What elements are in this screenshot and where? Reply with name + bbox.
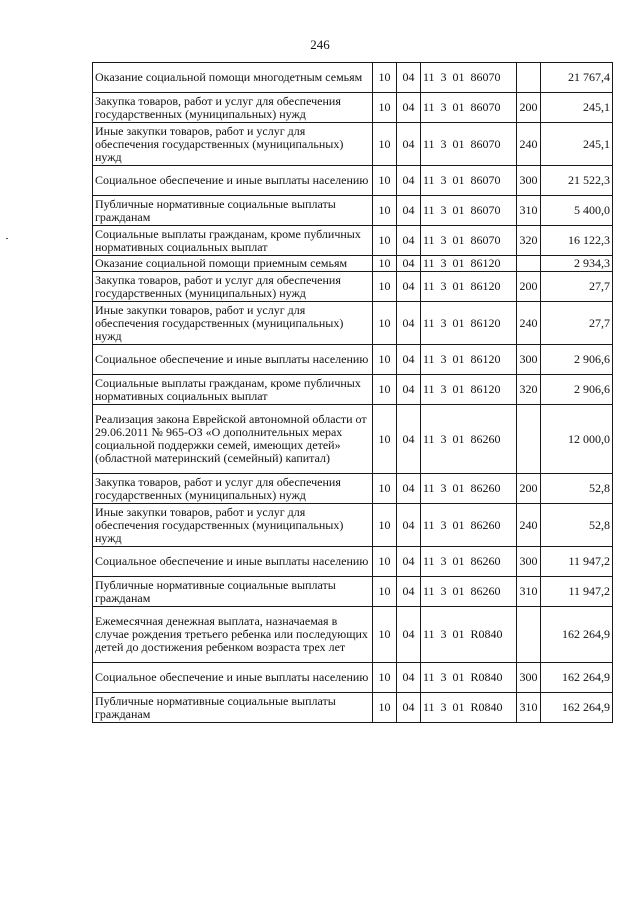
row-target-code: 11 3 01 R0840 — [421, 607, 517, 663]
row-expense-type: 240 — [517, 302, 541, 345]
row-podrazdel: 04 — [397, 504, 421, 547]
row-expense-type: 310 — [517, 577, 541, 607]
table-row — [93, 405, 613, 474]
row-name: Закупка товаров, работ и услуг для обеспечения государственных (муниципальных) нужд — [93, 93, 373, 123]
row-razdel: 10 — [373, 302, 397, 345]
row-expense-type — [517, 256, 541, 272]
row-name: Закупка товаров, работ и услуг для обеспечения государственных (муниципальных) нужд — [93, 474, 373, 504]
budget-table — [92, 62, 613, 723]
row-expense-type — [517, 405, 541, 474]
row-razdel: 10 — [373, 256, 397, 272]
row-amount: 11 947,2 — [541, 547, 613, 577]
row-expense-type: 310 — [517, 196, 541, 226]
row-expense-type: 320 — [517, 375, 541, 405]
table-row — [93, 166, 613, 196]
row-expense-type — [517, 607, 541, 663]
row-name: Социальные выплаты гражданам, кроме публичных нормативных социальных выплат — [93, 375, 373, 405]
row-amount: 245,1 — [541, 123, 613, 166]
row-name: Социальное обеспечение и иные выплаты населению — [93, 345, 373, 375]
row-amount: 52,8 — [541, 504, 613, 547]
row-podrazdel: 04 — [397, 547, 421, 577]
row-name: Закупка товаров, работ и услуг для обеспечения государственных (муниципальных) нужд — [93, 272, 373, 302]
row-expense-type: 310 — [517, 693, 541, 723]
row-amount: 5 400,0 — [541, 196, 613, 226]
row-podrazdel: 04 — [397, 166, 421, 196]
row-name: Публичные нормативные социальные выплаты гражданам — [93, 196, 373, 226]
row-name: Иные закупки товаров, работ и услуг для обеспечения государственных (муниципальных) нужд — [93, 504, 373, 547]
table-row — [93, 93, 613, 123]
row-expense-type: 320 — [517, 226, 541, 256]
row-target-code: 11 3 01 86120 — [421, 375, 517, 405]
row-target-code: 11 3 01 86120 — [421, 302, 517, 345]
row-target-code: 11 3 01 86120 — [421, 345, 517, 375]
row-name: Оказание социальной помощи приемным семьям — [93, 256, 373, 272]
row-podrazdel: 04 — [397, 93, 421, 123]
row-amount: 162 264,9 — [541, 693, 613, 723]
row-razdel: 10 — [373, 93, 397, 123]
row-name: Иные закупки товаров, работ и услуг для обеспечения государственных (муниципальных) нужд — [93, 302, 373, 345]
table-row — [93, 577, 613, 607]
page-number: 246 — [310, 37, 330, 52]
row-target-code: 11 3 01 86120 — [421, 256, 517, 272]
table-row — [93, 693, 613, 723]
row-name: Социальные выплаты гражданам, кроме публичных нормативных социальных выплат — [93, 226, 373, 256]
row-amount: 16 122,3 — [541, 226, 613, 256]
row-target-code: 11 3 01 86260 — [421, 577, 517, 607]
row-target-code: 11 3 01 86070 — [421, 226, 517, 256]
table-row — [93, 607, 613, 663]
row-name: Иные закупки товаров, работ и услуг для обеспечения государственных (муниципальных) нужд — [93, 123, 373, 166]
row-target-code: 11 3 01 86260 — [421, 547, 517, 577]
row-expense-type: 240 — [517, 504, 541, 547]
row-razdel: 10 — [373, 63, 397, 93]
row-podrazdel: 04 — [397, 375, 421, 405]
row-razdel: 10 — [373, 272, 397, 302]
row-name: Социальное обеспечение и иные выплаты населению — [93, 547, 373, 577]
row-amount: 2 906,6 — [541, 345, 613, 375]
table-row — [93, 272, 613, 302]
row-expense-type: 300 — [517, 345, 541, 375]
scan-speck — [6, 238, 8, 239]
row-podrazdel: 04 — [397, 196, 421, 226]
row-amount: 52,8 — [541, 474, 613, 504]
table-row — [93, 196, 613, 226]
row-razdel: 10 — [373, 504, 397, 547]
row-amount: 21 767,4 — [541, 63, 613, 93]
row-amount: 162 264,9 — [541, 663, 613, 693]
row-razdel: 10 — [373, 577, 397, 607]
row-target-code: 11 3 01 86070 — [421, 93, 517, 123]
row-podrazdel: 04 — [397, 226, 421, 256]
row-amount: 2 934,3 — [541, 256, 613, 272]
row-amount: 162 264,9 — [541, 607, 613, 663]
row-podrazdel: 04 — [397, 693, 421, 723]
row-razdel: 10 — [373, 474, 397, 504]
row-expense-type: 200 — [517, 474, 541, 504]
row-name: Публичные нормативные социальные выплаты гражданам — [93, 693, 373, 723]
row-target-code: 11 3 01 86070 — [421, 123, 517, 166]
row-target-code: 11 3 01 86070 — [421, 63, 517, 93]
table-row — [93, 123, 613, 166]
row-name: Реализация закона Еврейской автономной области от 29.06.2011 № 965-ОЗ «О дополнительных мерах социальной поддержки семей, имеющих детей» (областной материнский (семейный) капитал) — [93, 405, 373, 474]
row-target-code: 11 3 01 86070 — [421, 196, 517, 226]
row-podrazdel: 04 — [397, 405, 421, 474]
row-expense-type: 300 — [517, 663, 541, 693]
row-expense-type: 300 — [517, 547, 541, 577]
table-row — [93, 504, 613, 547]
row-target-code: 11 3 01 86260 — [421, 405, 517, 474]
row-amount: 27,7 — [541, 272, 613, 302]
row-razdel: 10 — [373, 693, 397, 723]
table-row — [93, 375, 613, 405]
row-name: Публичные нормативные социальные выплаты гражданам — [93, 577, 373, 607]
row-podrazdel: 04 — [397, 474, 421, 504]
row-podrazdel: 04 — [397, 302, 421, 345]
table-row — [93, 547, 613, 577]
row-razdel: 10 — [373, 345, 397, 375]
row-amount: 12 000,0 — [541, 405, 613, 474]
row-podrazdel: 04 — [397, 63, 421, 93]
row-razdel: 10 — [373, 663, 397, 693]
row-razdel: 10 — [373, 405, 397, 474]
row-name: Ежемесячная денежная выплата, назначаемая в случае рождения третьего ребенка или последующих детей до достижения ребенком возраста трех лет — [93, 607, 373, 663]
row-name: Социальное обеспечение и иные выплаты населению — [93, 166, 373, 196]
row-name: Оказание социальной помощи многодетным семьям — [93, 63, 373, 93]
row-amount: 27,7 — [541, 302, 613, 345]
row-amount: 2 906,6 — [541, 375, 613, 405]
table-row — [93, 226, 613, 256]
row-razdel: 10 — [373, 123, 397, 166]
row-razdel: 10 — [373, 375, 397, 405]
row-amount: 21 522,3 — [541, 166, 613, 196]
row-target-code: 11 3 01 86260 — [421, 474, 517, 504]
row-expense-type: 300 — [517, 166, 541, 196]
table-row — [93, 345, 613, 375]
row-podrazdel: 04 — [397, 607, 421, 663]
row-target-code: 11 3 01 86120 — [421, 272, 517, 302]
table-row — [93, 302, 613, 345]
row-expense-type — [517, 63, 541, 93]
row-razdel: 10 — [373, 166, 397, 196]
row-podrazdel: 04 — [397, 123, 421, 166]
table-row — [93, 663, 613, 693]
row-podrazdel: 04 — [397, 256, 421, 272]
row-razdel: 10 — [373, 226, 397, 256]
row-amount: 245,1 — [541, 93, 613, 123]
row-target-code: 11 3 01 R0840 — [421, 693, 517, 723]
table-row — [93, 256, 613, 272]
table-row — [93, 474, 613, 504]
row-razdel: 10 — [373, 547, 397, 577]
row-podrazdel: 04 — [397, 272, 421, 302]
row-expense-type: 240 — [517, 123, 541, 166]
row-podrazdel: 04 — [397, 577, 421, 607]
row-amount: 11 947,2 — [541, 577, 613, 607]
row-razdel: 10 — [373, 196, 397, 226]
row-name: Социальное обеспечение и иные выплаты населению — [93, 663, 373, 693]
row-target-code: 11 3 01 86070 — [421, 166, 517, 196]
row-podrazdel: 04 — [397, 345, 421, 375]
row-expense-type: 200 — [517, 272, 541, 302]
row-podrazdel: 04 — [397, 663, 421, 693]
row-expense-type: 200 — [517, 93, 541, 123]
row-target-code: 11 3 01 R0840 — [421, 663, 517, 693]
row-target-code: 11 3 01 86260 — [421, 504, 517, 547]
row-razdel: 10 — [373, 607, 397, 663]
table-row — [93, 63, 613, 93]
